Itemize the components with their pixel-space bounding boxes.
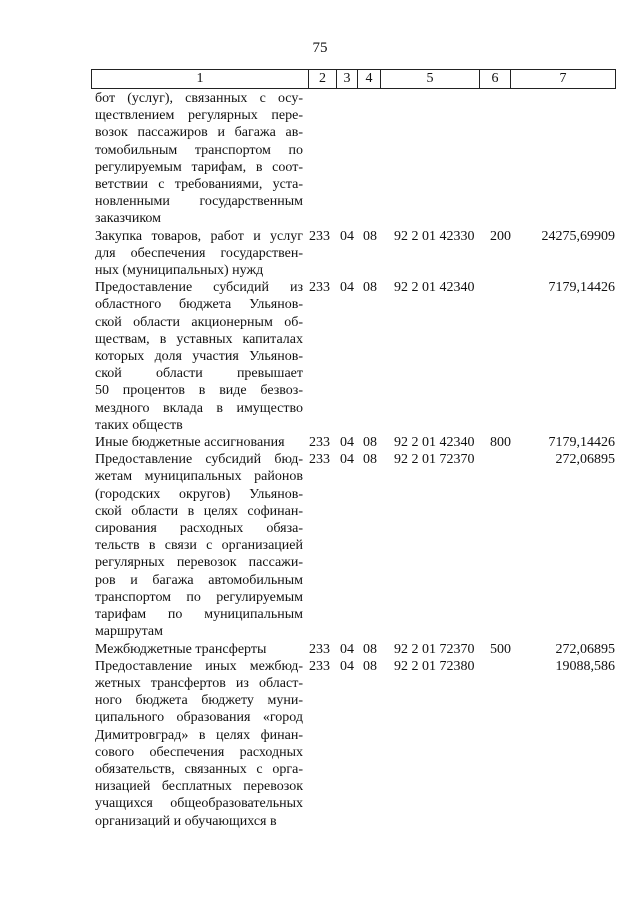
column-grbs: 233 (309, 280, 330, 296)
column-expense-type (490, 90, 522, 228)
column-grbs: 233 (309, 658, 330, 674)
description-line: таких обществ (95, 417, 183, 433)
header-col-5: 5 (381, 70, 480, 89)
column-expense-type (490, 279, 522, 434)
column-amount (522, 90, 615, 228)
budget-table-body (95, 90, 615, 830)
column-target-item: 92 2 01 42330 (394, 228, 475, 244)
description-line: организаций и обучающихся в (95, 813, 277, 829)
table-row (95, 279, 615, 434)
description-line: ного бюджета бюджету муни- (95, 693, 303, 709)
column-amount: 7179,14426 (548, 280, 615, 296)
row-description (95, 90, 303, 228)
description-line: бот (услуг), связанных с осу- (95, 91, 303, 106)
description-line: для обеспечения государствен- (95, 245, 303, 261)
description-line: сового обеспечения расходных (95, 744, 303, 760)
description-line: Иные бюджетные ассигнования (95, 435, 285, 451)
table-row (95, 641, 615, 658)
description-line: обязательств, связанных с орга- (95, 761, 303, 777)
column-podrazdel: 08 (363, 452, 377, 468)
description-line: регулярных перевозок пассажи- (95, 555, 303, 571)
column-grbs: 233 (309, 452, 330, 468)
table-row (95, 228, 615, 280)
description-line: возок пассажиров и багажа ав- (95, 125, 303, 141)
column-amount: 19088,586 (555, 658, 615, 674)
column-target-item: 92 2 01 42340 (394, 280, 475, 296)
description-line: заказчиком (95, 211, 162, 227)
column-grbs: 233 (309, 435, 330, 451)
column-target-item: 92 2 01 72370 (394, 641, 475, 657)
column-expense-type: 200 (490, 228, 511, 244)
row-description (95, 279, 303, 434)
description-line: учащихся общеобразовательных (95, 796, 303, 812)
column-podrazdel: 08 (363, 435, 377, 451)
column-grbs: 233 (309, 228, 330, 244)
description-line: ных (муниципальных) нужд (95, 263, 264, 279)
description-line: ципального образования «город (95, 710, 303, 726)
column-target-item: 92 2 01 72370 (394, 452, 475, 468)
description-line: ской области акционерным об- (95, 314, 303, 330)
description-line: ской области в целях софинан- (95, 503, 303, 519)
header-col-4: 4 (358, 70, 381, 89)
row-description (95, 641, 303, 658)
header-col-1: 1 (92, 70, 309, 89)
description-line: новленными государственным (95, 194, 303, 210)
column-razdel: 04 (340, 280, 354, 296)
description-line: ветствии с требованиями, уста- (95, 177, 303, 193)
column-razdel (340, 90, 363, 228)
description-line: жетам муниципальных районов (95, 469, 303, 485)
row-description (95, 434, 303, 451)
description-line: Предоставление иных межбюд- (95, 658, 303, 674)
column-podrazdel: 08 (363, 641, 377, 657)
column-amount: 7179,14426 (548, 435, 615, 451)
description-line: Закупка товаров, работ и услуг (95, 228, 303, 244)
description-line: Предоставление субсидий из (95, 280, 303, 296)
description-line: тельств в связи с организацией (95, 538, 303, 554)
description-line: жетных трансфертов из област- (95, 675, 303, 691)
table-row (95, 451, 615, 640)
description-line: мездного вклада в имущество (95, 400, 303, 416)
column-amount: 272,06895 (555, 641, 615, 657)
column-expense-type: 800 (490, 435, 511, 451)
column-podrazdel (363, 90, 394, 228)
column-razdel: 04 (340, 452, 354, 468)
column-razdel: 04 (340, 641, 354, 657)
description-line: сирования расходных обяза- (95, 521, 303, 537)
column-podrazdel: 08 (363, 228, 377, 244)
column-razdel: 04 (340, 435, 354, 451)
column-grbs (303, 90, 340, 228)
description-line: ществам, в уставных капиталах (95, 331, 303, 347)
column-amount: 272,06895 (555, 452, 615, 468)
description-line: областного бюджета Ульянов- (95, 297, 303, 313)
column-header-row (91, 69, 616, 89)
description-line: Димитровград» в целях финан- (95, 727, 303, 743)
description-line: ществлением регулярных пере- (95, 108, 303, 124)
header-col-6: 6 (480, 70, 511, 89)
description-line: ров и багажа автомобильным (95, 572, 303, 588)
column-target-item: 92 2 01 72380 (394, 658, 475, 674)
column-expense-type: 500 (490, 641, 511, 657)
description-line: транспортом по регулируемым (95, 589, 303, 605)
description-line: маршрутам (95, 624, 163, 640)
table-row (95, 90, 615, 228)
description-line: регулируемым тарифам, в соот- (95, 159, 303, 175)
description-line: ской области превышает (95, 366, 303, 382)
description-line: 50 процентов в виде безвоз- (95, 383, 303, 399)
column-podrazdel: 08 (363, 658, 377, 674)
column-podrazdel: 08 (363, 280, 377, 296)
page-number: 75 (312, 40, 328, 56)
table-row (95, 434, 615, 451)
table-row (95, 658, 615, 830)
row-description (95, 451, 303, 640)
description-line: Предоставление субсидий бюд- (95, 452, 303, 468)
column-amount: 24275,69909 (541, 228, 615, 244)
row-description (95, 228, 303, 280)
description-line: Межбюджетные трансферты (95, 641, 267, 657)
column-target-item (394, 90, 490, 228)
column-razdel: 04 (340, 228, 354, 244)
column-target-item: 92 2 01 42340 (394, 435, 475, 451)
header-col-2: 2 (309, 70, 337, 89)
column-expense-type (490, 451, 522, 640)
header-col-7: 7 (511, 70, 616, 89)
description-line: (городских округов) Ульянов- (95, 486, 303, 502)
row-description (95, 658, 303, 830)
description-line: которых доля участия Ульянов- (95, 349, 303, 365)
column-razdel: 04 (340, 658, 354, 674)
column-expense-type (490, 658, 522, 830)
description-line: низацией бесплатных перевозок (95, 779, 303, 795)
description-line: тарифам по муниципальным (95, 607, 303, 623)
column-grbs: 233 (309, 641, 330, 657)
header-col-3: 3 (337, 70, 358, 89)
description-line: томобильным транспортом по (95, 142, 303, 158)
